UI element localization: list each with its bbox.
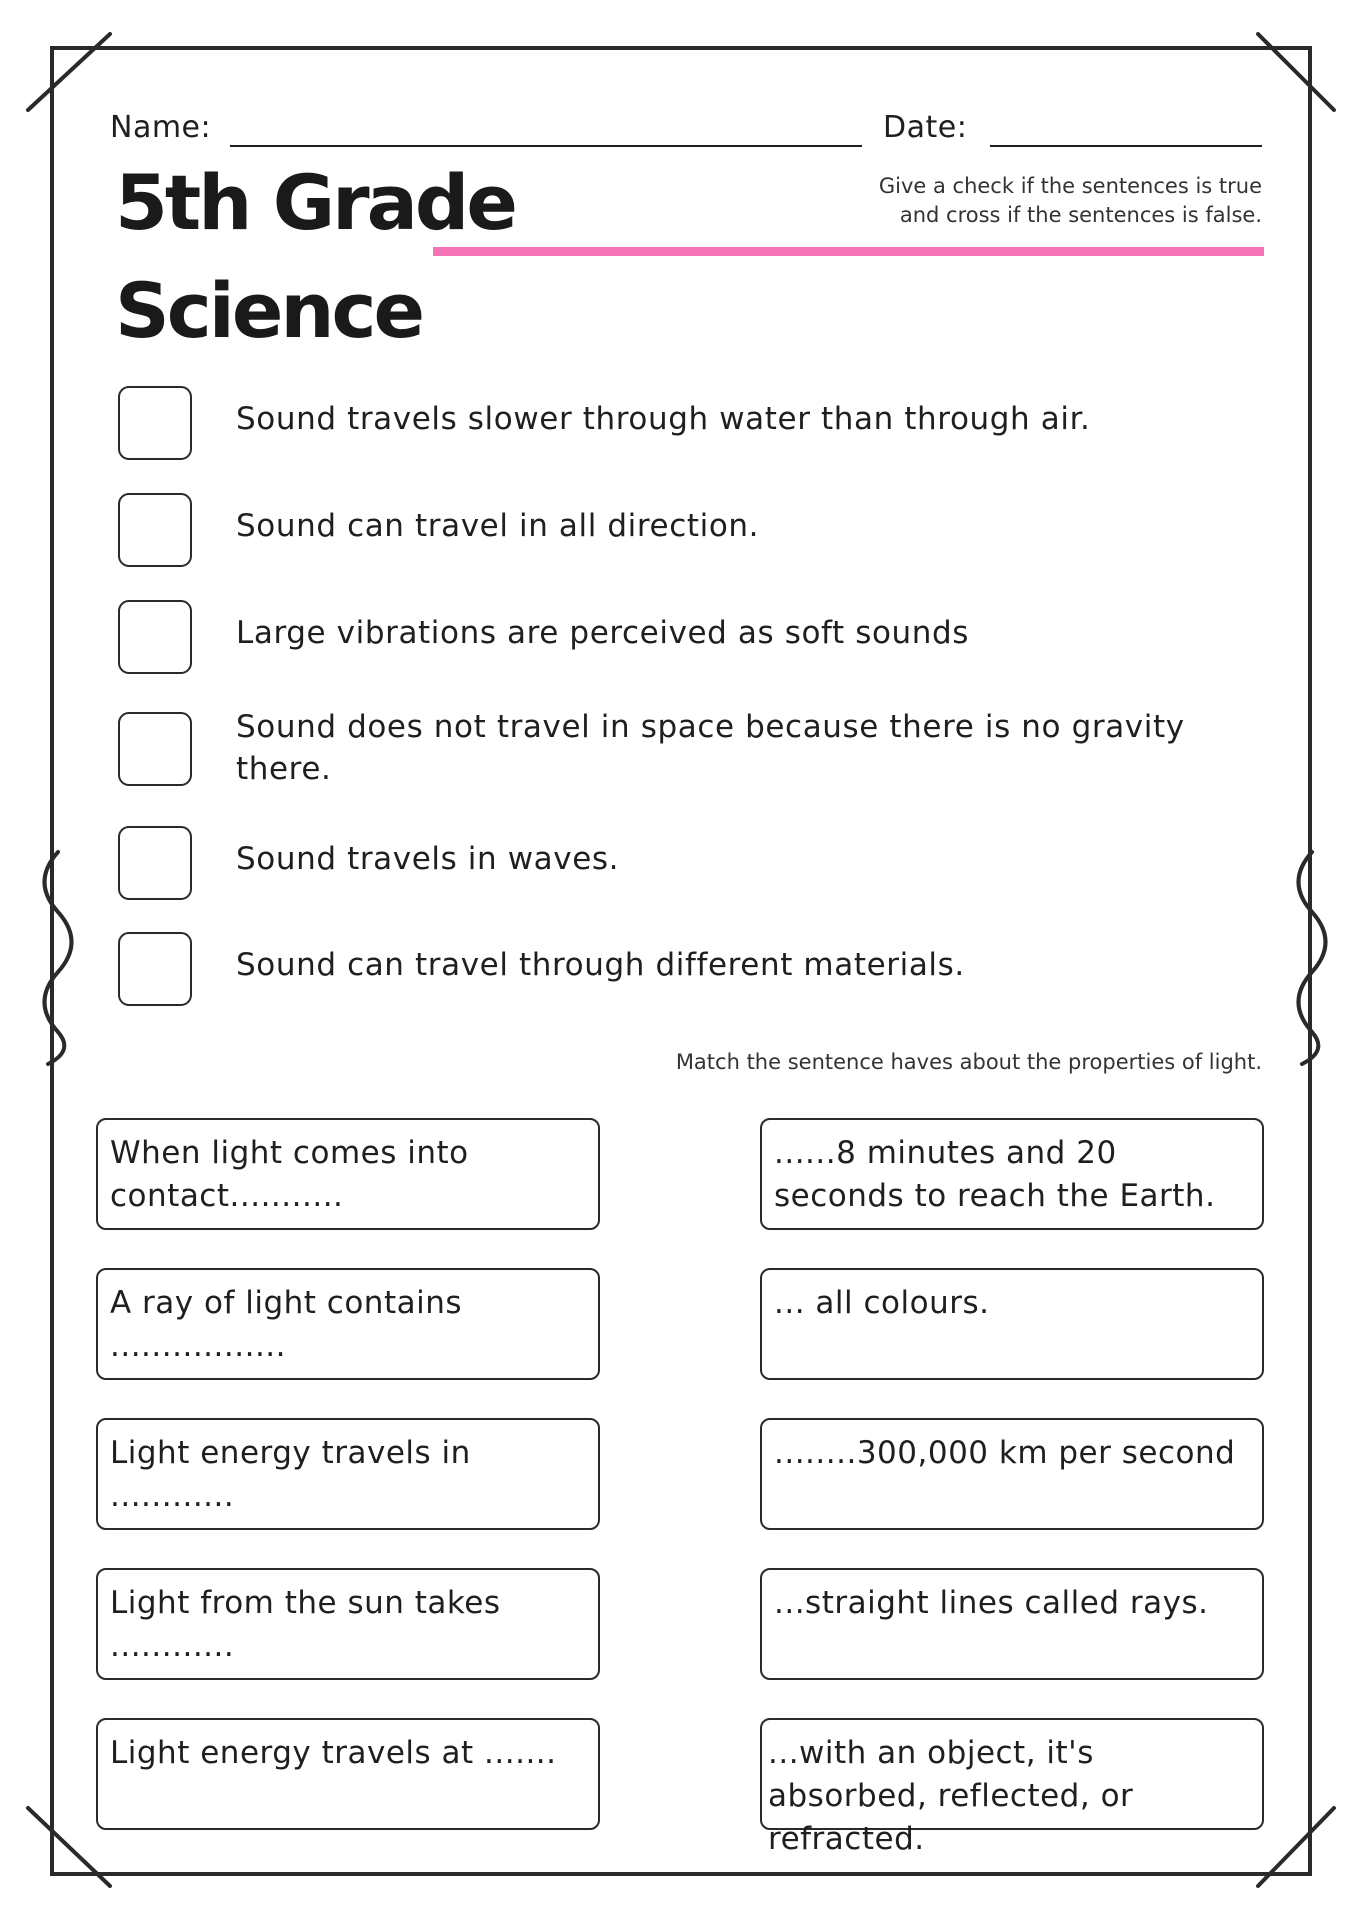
answer-checkbox[interactable]: [118, 932, 192, 1006]
match-right-text: ......8 minutes and 20 seconds to reach the Earth.: [774, 1135, 1216, 1214]
statement-text: Large vibrations are perceived as soft sounds: [236, 615, 970, 651]
answer-checkbox[interactable]: [118, 493, 192, 567]
date-field[interactable]: [990, 145, 1262, 147]
match-right-box[interactable]: [760, 1268, 1264, 1380]
statement-row: [118, 932, 1268, 1012]
match-left-text: Light from the sun takes ............: [110, 1585, 501, 1664]
statement-text: Sound travels slower through water than through air.: [236, 401, 1091, 437]
match-right-text: ...straight lines called rays.: [774, 1585, 1209, 1621]
match-left-text: A ray of light contains .................: [110, 1285, 463, 1364]
statement-text: Sound travels in waves.: [236, 841, 620, 877]
match-left-box[interactable]: [96, 1568, 600, 1680]
accent-divider: [433, 247, 1264, 256]
match-right-box[interactable]: [760, 1718, 1264, 1857]
match-left-text: Light energy travels in ............: [110, 1435, 471, 1514]
name-label: Name:: [110, 110, 212, 145]
match-right-box[interactable]: [760, 1568, 1264, 1680]
match-left-box[interactable]: [96, 1718, 600, 1830]
match-left-text: When light comes into contact...........: [110, 1135, 469, 1214]
match-right-text: ........300,000 km per second: [774, 1435, 1236, 1471]
match-left-text: Light energy travels at .......: [110, 1735, 557, 1771]
statement-text: Sound can travel through different materials.: [236, 947, 965, 983]
page-title-line2: Science: [115, 266, 423, 355]
match-right-text: ... all colours.: [774, 1285, 990, 1321]
matching-instructions: Match the sentence haves about the properties of light.: [675, 1050, 1262, 1074]
answer-checkbox[interactable]: [118, 386, 192, 460]
match-right-box[interactable]: [760, 1418, 1264, 1530]
match-left-box[interactable]: [96, 1268, 600, 1380]
date-label: Date:: [883, 110, 968, 145]
statement-text: Sound can travel in all direction.: [236, 508, 760, 544]
answer-checkbox[interactable]: [118, 826, 192, 900]
statement-text: Sound does not travel in space because there is no gravity there.: [236, 709, 1185, 787]
match-right-box[interactable]: [760, 1118, 1264, 1230]
answer-checkbox[interactable]: [118, 712, 192, 786]
instruction-line-2: and cross if the sentences is false.: [899, 203, 1262, 227]
statement-row: [118, 826, 1268, 906]
page-title-line1: 5th Grade: [115, 158, 515, 247]
statement-row: [118, 600, 1268, 680]
match-left-box[interactable]: [96, 1418, 600, 1530]
statement-row: [118, 709, 1268, 792]
name-field[interactable]: [230, 145, 862, 147]
answer-checkbox[interactable]: [118, 600, 192, 674]
instruction-line-1: Give a check if the sentences is true: [878, 174, 1262, 198]
match-right-text: ...with an object, it's absorbed, reflected, or refracted.: [768, 1735, 1134, 1857]
match-left-box[interactable]: [96, 1118, 600, 1230]
statement-row: [118, 493, 1268, 573]
true-false-instructions: [742, 172, 1262, 230]
statement-row: [118, 386, 1268, 466]
